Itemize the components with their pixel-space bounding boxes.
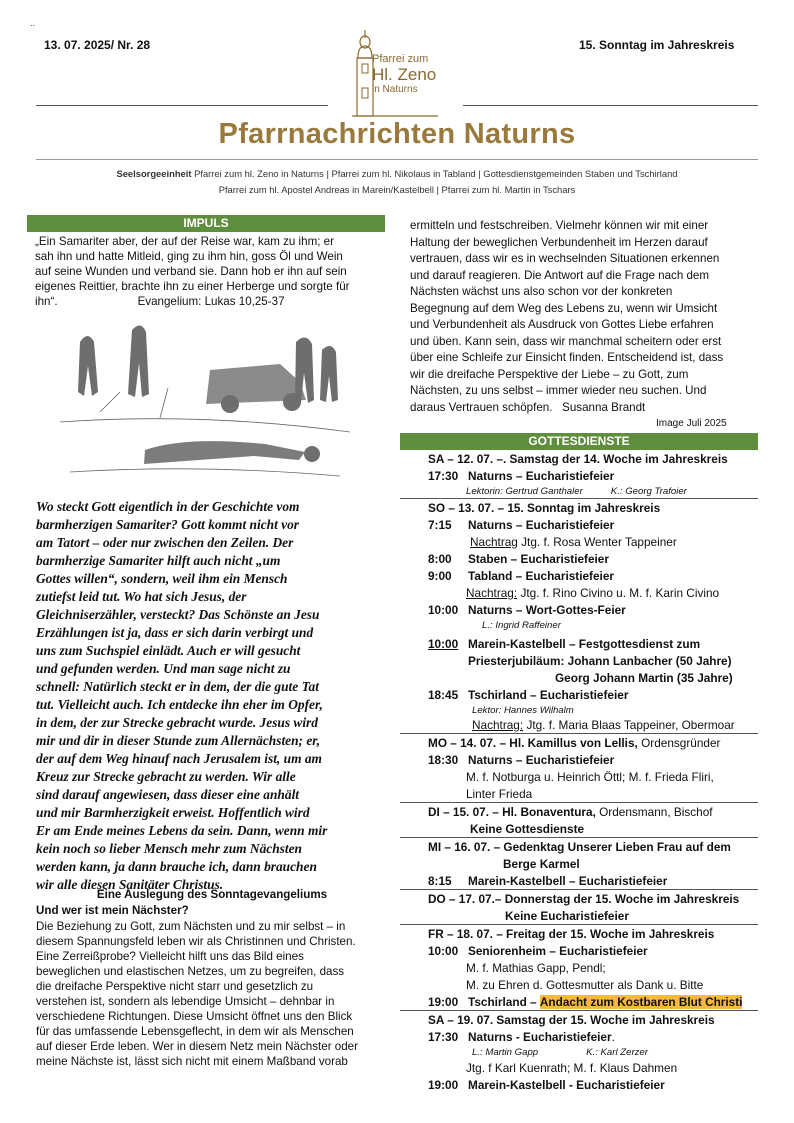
event: Marein-Kastelbell – Eucharistiefeier	[468, 874, 668, 888]
time: 8:00	[428, 552, 452, 566]
schedule-day	[428, 452, 728, 466]
quote-line: eigenes Reittier, brachte ihn zu einer Herberge und sorgte für	[35, 280, 350, 293]
intention: Jtg. f. Maria Blaas Tappeiner, Obermoar	[526, 718, 735, 732]
schedule-note	[466, 486, 687, 497]
schedule-entry	[428, 569, 614, 583]
event: Keine Eucharistiefeier	[505, 909, 629, 923]
schedule-entry	[428, 874, 667, 888]
body-line: auf dieser Erde leben. Wer in diesem Netz mein Nächster oder	[36, 1040, 358, 1053]
newsletter-title: Pfarrnachrichten Naturns	[218, 118, 576, 150]
schedule-entry	[470, 822, 584, 836]
italic-line: Erzählungen ist ja, dass er sich darin verbirgt und	[36, 625, 314, 640]
schedule-note	[472, 718, 735, 732]
auslegung-question: Und wer ist mein Nächster?	[36, 904, 189, 917]
event: Seniorenheim – Eucharistiefeier	[468, 944, 648, 958]
schedule-note	[470, 535, 677, 549]
italic-line: Kreuz zur Strecke gebracht zu werden. Wir alle	[36, 769, 296, 784]
body-line: beweglichen und elastischen Netzes, um zu begreifen, dass	[36, 965, 345, 978]
right-line: über eine Schleife zur Einsicht finden. Entscheidend ist, dass	[410, 351, 724, 364]
schedule-note	[466, 586, 719, 600]
event: Keine Gottesdienste	[470, 822, 585, 836]
schedule-entry	[428, 637, 700, 651]
schedule-note: M. f. Notburga u. Heinrich Öttl; M. f. Frieda Fliri,	[466, 770, 714, 784]
schedule-entry: 17:30 Naturns - Eucharistiefeier.	[428, 1030, 615, 1044]
schedule-divider	[400, 733, 758, 734]
author: Susanna Brandt	[562, 400, 646, 414]
quote-line-last	[35, 294, 388, 309]
italic-line: uns zum Suchspiel einlädt. Auch er will gesucht	[36, 643, 301, 658]
schedule-day	[428, 805, 713, 819]
event: Staben – Eucharistiefeier	[468, 552, 609, 566]
seelsorge-text-1: Pfarrei zum hl. Zeno in Naturns | Pfarrei zum hl. Nikolaus in Tabland | Gottesdienstgemeinden Staben und Tschirland	[194, 168, 678, 179]
event: Tabland – Eucharistiefeier	[468, 569, 614, 583]
schedule-divider	[400, 802, 758, 803]
body-line: die dreifache Perspektive nicht starr und gesetzlich zu	[36, 980, 314, 993]
schedule-day	[428, 1013, 715, 1027]
italic-line: Er am Ende meines Lebens da sein. Dann, wenn mir	[36, 823, 328, 838]
italic-line: am Tatort – oder nur zwischen den Zeilen. Der	[36, 535, 294, 550]
schedule-entry	[428, 552, 609, 566]
parish-logo	[350, 30, 440, 120]
samaritan-sketch-icon	[60, 322, 350, 482]
body-line: für das umfassende Lebensgeflecht, in dem wir als Menschen	[36, 1025, 354, 1038]
schedule-entry	[428, 688, 628, 702]
event: Marein-Kastelbell - Eucharistiefeier	[468, 1078, 665, 1092]
italic-line: Gottes willen“, sondern, weil ihm ein Mensch	[36, 571, 288, 586]
right-line: vertrauen, dass wir es in wechselnden Situationen erkennen	[410, 252, 720, 265]
day-label: SA – 12. 07. –. Samstag der 14. Woche im Jahreskreis	[428, 452, 728, 466]
italic-line: und mir Barmherzigkeit erweist. Hoffentlich wird	[36, 805, 310, 820]
schedule-divider	[400, 889, 758, 890]
issue-date: 13. 07. 2025/ Nr. 28	[44, 38, 151, 52]
schedule-entry	[428, 603, 626, 617]
logo-line-3: in Naturns	[372, 84, 418, 95]
sunday-label: 15. Sonntag im Jahreskreis	[579, 38, 735, 52]
intention: Jtg. f. Rosa Wenter Tappeiner	[521, 535, 677, 549]
kuester: K.: Karl Zerzer	[586, 1047, 648, 1058]
italic-line: werden kann, ja dann brauche ich, dann brauchen	[36, 859, 317, 874]
schedule-entry	[428, 1078, 665, 1092]
nachtrag-label: Nachtrag:	[472, 718, 524, 732]
schedule-entry-cont	[468, 654, 732, 668]
body-line: Die Beziehung zu Gott, zum Nächsten und zu mir selbst – in	[36, 920, 346, 933]
right-line: und üben. Kann sein, dass wir manchmal scheitern oder erst	[410, 334, 722, 348]
lektor: Lektorin: Gertrud Ganthaler	[466, 486, 583, 497]
lektor: L.: Martin Gapp	[472, 1047, 539, 1058]
italic-line: barmherzige Samariter hilft auch nicht „um	[36, 553, 281, 568]
schedule-entry	[428, 944, 648, 958]
schedule-note	[472, 1047, 648, 1058]
auslegung-continued	[410, 218, 758, 416]
quote-source: Evangelium: Lukas 10,25-37	[137, 295, 285, 308]
samaritan-sketch	[60, 322, 350, 482]
header-rule-left	[36, 105, 328, 106]
day-label: SO – 13. 07. – 15. Sonntag im Jahreskreis	[428, 501, 661, 515]
time: 7:15	[428, 518, 452, 532]
event-cont: Georg Johann Martin (35 Jahre)	[555, 671, 733, 685]
right-line: Nächsten wächst uns also schon vor der konkreten	[410, 285, 673, 298]
title-rule	[36, 159, 758, 160]
italic-line: und gefunden werden. Und man sage nicht zu	[36, 661, 291, 676]
schedule-day	[428, 840, 731, 854]
day-label-cont: Berge Karmel	[503, 857, 580, 871]
event: Naturns – Eucharistiefeier	[468, 753, 615, 767]
italic-line: kein noch so lieber Mensch mehr zum Nächsten	[36, 841, 302, 856]
event: Naturns - Eucharistiefeier	[468, 1030, 612, 1044]
event: Marein-Kastelbell – Festgottesdienst zum	[468, 637, 701, 651]
right-line: und darauf reagieren. Die Antwort auf die Frage nach dem	[410, 268, 710, 282]
schedule-note: L.: Ingrid Raffeiner	[482, 620, 561, 631]
schedule-entry-cont	[555, 671, 733, 685]
logo-line-1: Pfarrei zum	[372, 53, 429, 65]
schedule-day	[428, 892, 739, 906]
body-line: verschiedene Richtungen. Diese Umsicht öffnet uns den Blick	[36, 1010, 353, 1023]
impuls-quote	[35, 234, 388, 309]
italic-line: zutiefst leid tut. Wo hat sich Jesus, der	[36, 589, 247, 604]
quote-line: sah ihn und hatte Mitleid, ging zu ihm hin, goss Öl und Wein	[35, 250, 343, 263]
nachtrag-label: Nachtrag	[470, 535, 518, 549]
right-line: ermitteln und festschreiben. Vielmehr können wir mit einer	[410, 219, 709, 232]
day-label: DI – 15. 07. – Hl. Bonaventura,	[428, 805, 596, 819]
day-label: SA – 19. 07. Samstag der 15. Woche im Jahreskreis	[428, 1013, 715, 1027]
right-line: Haltung der beweglichen Verbundenheit im Herzen darauf	[410, 235, 708, 249]
auslegung-body	[36, 919, 388, 1069]
event: Tschirland – Eucharistiefeier	[468, 688, 629, 702]
italic-line: Gleichniserzähler, versteckt? Das Schönste an Jesu	[36, 607, 320, 622]
impuls-italic-text	[36, 498, 388, 894]
seelsorge-line-2: Pfarrei zum hl. Apostel Andreas in Marein/Kastelbell | Pfarrei zum hl. Martin in Tschars	[218, 184, 576, 195]
time: 18:30	[428, 753, 459, 767]
kuester: K.: Georg Trafoier	[610, 486, 687, 497]
seelsorge-line-1	[20, 168, 774, 179]
schedule-divider	[400, 924, 758, 925]
schedule-note: M. f. Mathias Gapp, Pendl;	[466, 961, 606, 975]
time: 10:00	[428, 603, 459, 617]
corner-mark: ..	[30, 18, 36, 28]
time: 19:00	[428, 995, 459, 1009]
gottesdienste-heading: GOTTESDIENSTE	[400, 433, 758, 450]
schedule-day	[428, 927, 714, 941]
day-label: MO – 14. 07. – Hl. Kamillus von Lellis,	[428, 736, 638, 750]
time: 10:00	[428, 944, 459, 958]
event: Naturns – Wort-Gottes-Feier	[468, 603, 626, 617]
auslegung-title: Eine Auslegung des Sonntagevangeliums	[96, 888, 328, 901]
schedule-entry	[428, 753, 614, 767]
italic-line: sind darauf angewiesen, dass dieser eine anhält	[36, 787, 300, 802]
schedule-entry	[428, 995, 742, 1009]
right-line: und Verbundenheit als Ausdruck von Gottes Liebe erfahren	[410, 318, 714, 331]
intention: Jtg. f. Rino Civino u. M. f. Karin Civino	[520, 586, 720, 600]
schedule-note: Linter Frieda	[466, 787, 533, 801]
right-last-text: daraus Vertrauen schöpfen.	[410, 400, 553, 414]
schedule-note: M. zu Ehren d. Gottesmutter als Dank u. Bitte	[466, 978, 704, 992]
day-label: MI – 16. 07. – Gedenktag Unserer Lieben Frau auf dem	[428, 840, 731, 854]
italic-line: barmherzigen Samariter? Gott kommt nicht vor	[36, 517, 300, 532]
nachtrag-label: Nachtrag:	[466, 586, 518, 600]
logo-line-2: Hl. Zeno	[372, 65, 437, 84]
right-line-last	[410, 400, 758, 417]
quote-end: ihn“.	[35, 295, 58, 308]
event: Naturns – Eucharistiefeier	[468, 518, 615, 532]
italic-line: in dem, der zur Strecke gebracht wurde. Jesus wird	[36, 715, 318, 730]
day-extra: Ordensmann, Bischof	[599, 805, 713, 819]
schedule-divider	[400, 837, 758, 838]
day-extra: Ordensgründer	[641, 736, 721, 750]
body-line: diesem Spannungsfeld leben wir als Christinnen und Christen.	[36, 935, 356, 948]
quote-line: „Ein Samariter aber, der auf der Reise war, kam zu ihm; er	[35, 235, 334, 248]
right-line: Nächsten, zu uns selbst – immer wieder neu suchen. Und	[410, 384, 707, 397]
schedule-day	[428, 736, 720, 750]
body-line-last: meine Nächste ist, lässt sich nicht mit einem Maßband vorab	[36, 1055, 348, 1068]
italic-line: tut. Vielleicht auch. Ich entdecke ihn eher im Opfer,	[36, 697, 323, 712]
time: 10:00	[428, 637, 459, 651]
time: 18:45	[428, 688, 459, 702]
schedule-note: Jtg. f Karl Kuenrath; M. f. Klaus Dahmen	[466, 1061, 678, 1075]
italic-line-last: wir alle diesen Sanitäter Christus.	[36, 877, 224, 892]
body-line: verstehen ist, sondern als lebendige Umsicht – dehnbar in	[36, 995, 335, 1008]
schedule-entry	[505, 909, 629, 923]
time: 9:00	[428, 569, 452, 583]
time: 17:30	[428, 1030, 459, 1044]
schedule-divider	[400, 498, 758, 499]
highlighted-event: Andacht zum Kostbaren Blut Christi	[539, 995, 743, 1009]
event-cont: Priesterjubiläum: Johann Lanbacher (50 Jahre)	[468, 654, 732, 668]
day-label: DO – 17. 07.– Donnerstag der 15. Woche im Jahreskreis	[428, 892, 740, 906]
event: Naturns – Eucharistiefeier	[468, 469, 615, 483]
italic-line: Wo steckt Gott eigentlich in der Geschichte vom	[36, 499, 300, 514]
source-note: Image Juli 2025	[656, 418, 727, 429]
schedule-divider	[400, 1010, 758, 1011]
schedule-entry	[428, 469, 614, 483]
event: Tschirland –	[468, 995, 537, 1009]
header-rule-right	[463, 105, 758, 106]
schedule-day-cont	[503, 857, 580, 871]
seelsorge-label: Seelsorgeeinheit	[116, 168, 192, 179]
schedule-entry	[428, 518, 614, 532]
time: 19:00	[428, 1078, 459, 1092]
time: 17:30	[428, 469, 459, 483]
schedule-note: Lektor: Hannes Wilhalm	[472, 705, 574, 716]
italic-line: der auf dem Weg hinauf nach Jerusalem ist, um am	[36, 751, 322, 766]
quote-line: auf seine Wunden und verband sie. Dann hob er ihn auf sein	[35, 265, 347, 278]
schedule-day	[428, 501, 660, 515]
day-label: FR – 18. 07. – Freitag der 15. Woche im Jahreskreis	[428, 927, 715, 941]
impuls-heading: IMPULS	[27, 215, 385, 232]
right-line: wir die dreifache Perspektive der Liebe – zu Gott, zum	[410, 367, 689, 381]
body-line: Eine Zerreißprobe? Vielleicht hilft uns das Bild eines	[36, 950, 304, 963]
right-line: Begegnung auf dem Weg des Lebens zu, wenn wir Umsicht	[410, 301, 718, 315]
time: 8:15	[428, 874, 452, 888]
italic-line: schnell: Natürlich steckt er in dem, der die gute Tat	[36, 679, 319, 694]
italic-line: mir und dir in dieser Stunde zum Allernächsten; er,	[36, 733, 321, 748]
